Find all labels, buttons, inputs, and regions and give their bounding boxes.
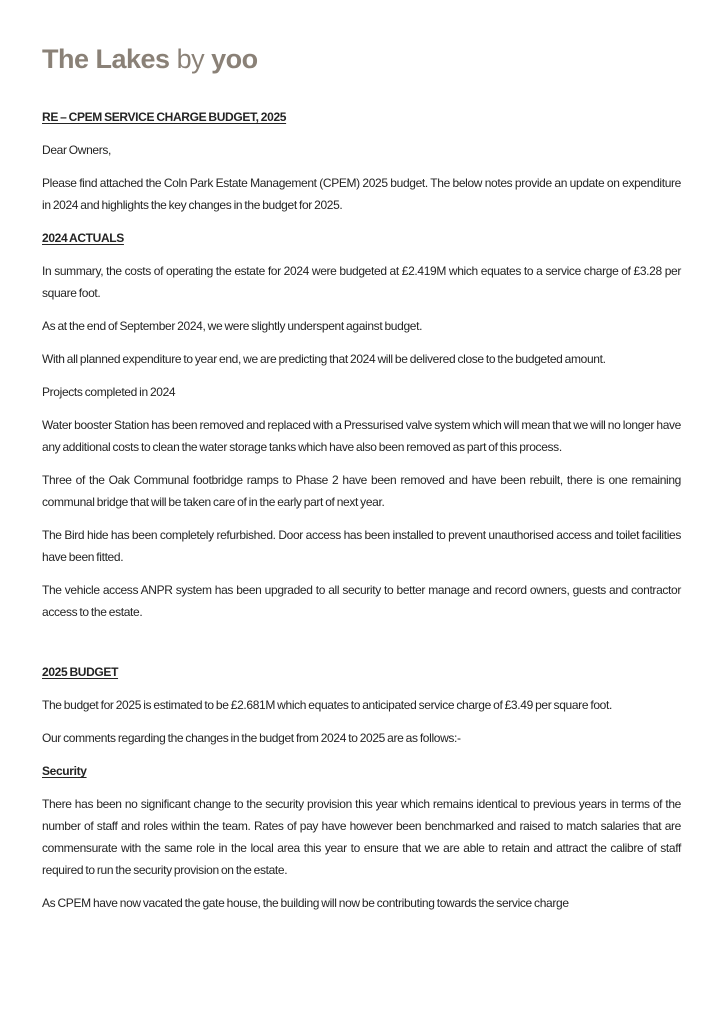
subject-heading: RE – CPEM SERVICE CHARGE BUDGET, 2025 xyxy=(42,110,287,124)
intro-paragraph: Please find attached the Coln Park Estate Management (CPEM) 2025 budget. The below notes provide an update on expenditure in 2024 and highlights the key changes in the budget for 2025. xyxy=(42,176,681,212)
paragraph-year-end-prediction: With all planned expenditure to year end, we are predicting that 2024 will be delivered close to the budgeted amount. xyxy=(42,352,606,366)
lakes-by-yoo-logo xyxy=(42,44,681,74)
paragraph-anpr: The vehicle access ANPR system has been upgraded to all security to better manage and record owners, guests and contractor access to the estate. xyxy=(42,583,681,619)
paragraph-gate-house: As CPEM have now vacated the gate house, the building will now be contributing towards the service charge xyxy=(42,896,569,910)
salutation: Dear Owners, xyxy=(42,143,112,157)
paragraph-water-booster: Water booster Station has been removed and replaced with a Pressurised valve system which will mean that we will no longer have any additional costs to clean the water storage tanks which have also been removed as part of this process. xyxy=(42,418,681,454)
paragraph-2025-budget: The budget for 2025 is estimated to be £2.681M which equates to anticipated service charge of £3.49 per square foot. xyxy=(42,698,612,712)
logo-by: by xyxy=(176,44,205,74)
paragraph-2024-summary: In summary, the costs of operating the estate for 2024 were budgeted at £2.419M which equates to a service charge of £3.28 per square foot. xyxy=(42,264,681,300)
letter-body xyxy=(42,106,681,914)
section-heading-2024-actuals: 2024 ACTUALS xyxy=(42,231,124,245)
paragraph-footbridge: Three of the Oak Communal footbridge ramps to Phase 2 have been removed and have been rebuilt, there is one remaining communal bridge that will be taken care of in the early part of next year. xyxy=(42,473,681,509)
paragraph-september-underspend: As at the end of September 2024, we were slightly underspent against budget. xyxy=(42,319,423,333)
section-heading-security: Security xyxy=(42,764,87,778)
paragraph-bird-hide: The Bird hide has been completely refurbished. Door access has been installed to prevent unauthorised access and toilet facilities have been fitted. xyxy=(42,528,681,564)
logo-the-lakes: The Lakes xyxy=(42,44,170,74)
section-heading-2025-budget: 2025 BUDGET xyxy=(42,665,119,679)
paragraph-projects-label: Projects completed in 2024 xyxy=(42,385,176,399)
paragraph-security: There has been no significant change to the security provision this year which remains identical to previous years in terms of the number of staff and roles within the team. Rates of pay have however been benchmarked and raised to match salaries that are commensurate with the same role in the local area this year to ensure that we are able to retain and attract the calibre of staff required to run the security provision on the estate. xyxy=(42,797,681,877)
paragraph-comments-intro: Our comments regarding the changes in the budget from 2024 to 2025 are as follows:- xyxy=(42,731,461,745)
logo-yoo: yoo xyxy=(211,44,258,74)
